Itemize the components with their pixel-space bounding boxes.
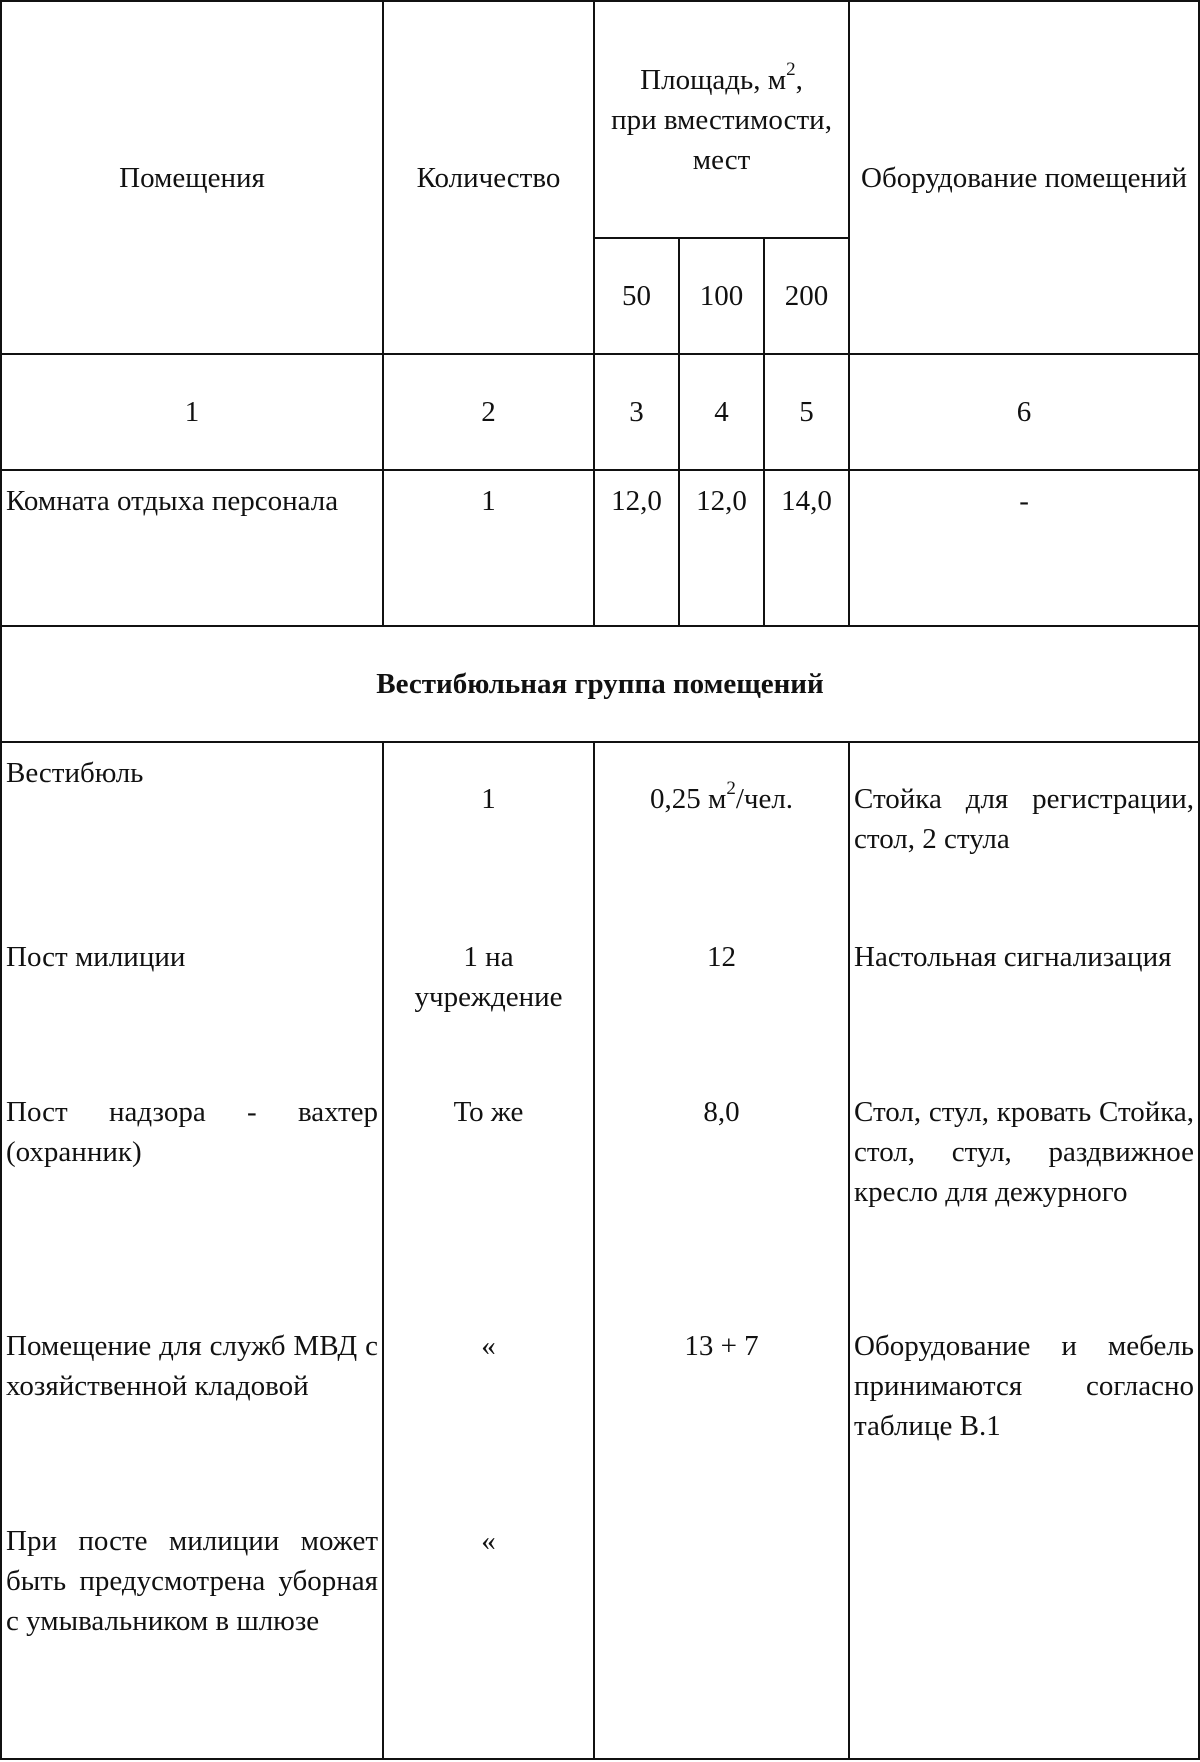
header-area-subtitle: при вместимости, мест xyxy=(611,103,832,176)
toilet-note-area xyxy=(594,1521,849,1759)
column-number-5: 5 xyxy=(764,354,849,470)
vestibule-equipment: Стойка для регистрации, стол, 2 стула xyxy=(849,742,1199,937)
staff-room-area-50: 12,0 xyxy=(594,470,679,626)
table-row-guard-post xyxy=(1,1092,1199,1326)
header-equipment xyxy=(849,1,1199,354)
header-area-title: Площадь, $м^2$, xyxy=(640,58,803,96)
header-capacity-200: 200 xyxy=(764,238,849,354)
header-quantity-label: Количество xyxy=(416,161,561,194)
header-rooms-label: Помещения xyxy=(119,161,265,194)
police-post-area: 12 xyxy=(594,937,849,1092)
vestibule-name: Вестибюль xyxy=(1,742,383,937)
staff-room-area-100: 12,0 xyxy=(679,470,764,626)
staff-room-equipment: - xyxy=(849,470,1199,626)
column-number-1: 1 xyxy=(1,354,383,470)
column-number-4: 4 xyxy=(679,354,764,470)
section-row xyxy=(1,626,1199,742)
guard-post-equipment: Стол, стул, кровать Стойка, стол, стул, раздвижное кресло для дежурного xyxy=(849,1092,1199,1326)
header-rooms xyxy=(1,1,383,354)
header-capacity-100: 100 xyxy=(679,238,764,354)
staff-room-quantity: 1 xyxy=(383,470,594,626)
vestibule-area: 0,25 $м^2$/чел. xyxy=(594,742,849,937)
table-row-staff-room xyxy=(1,470,1199,626)
guard-post-quantity: То же xyxy=(383,1092,594,1326)
police-post-name: Пост милиции xyxy=(1,937,383,1092)
police-post-equipment: Настольная сигнализация xyxy=(849,937,1199,1092)
staff-room-name: Комната отдыха персонала xyxy=(1,470,383,626)
guard-post-name: Пост надзора - вахтер (охранник) xyxy=(1,1092,383,1326)
header-equipment-label: Оборудование помещений xyxy=(861,161,1188,194)
guard-post-area: 8,0 xyxy=(594,1092,849,1326)
mvd-room-area: 13 + 7 xyxy=(594,1326,849,1521)
column-number-2: 2 xyxy=(383,354,594,470)
table-row-police-post xyxy=(1,937,1199,1092)
table-row-vestibule xyxy=(1,742,1199,937)
header-quantity xyxy=(383,1,594,354)
column-number-6: 6 xyxy=(849,354,1199,470)
police-post-quantity: 1 на учреждение xyxy=(383,937,594,1092)
toilet-note-quantity: « xyxy=(383,1521,594,1759)
vestibule-quantity: 1 xyxy=(383,742,594,937)
staff-room-area-200: 14,0 xyxy=(764,470,849,626)
header-area xyxy=(594,1,849,238)
table-row-mvd-room xyxy=(1,1326,1199,1521)
toilet-note-name: При посте милиции может быть предусмотрена уборная с умывальником в шлюзе xyxy=(1,1521,383,1759)
column-number-3: 3 xyxy=(594,354,679,470)
section-title: Вестибюльная группа помещений xyxy=(1,626,1199,742)
mvd-room-equipment: Оборудование и мебель принимаются согласно таблице В.1 xyxy=(849,1326,1199,1521)
mvd-room-name: Помещение для служб МВД с хозяйственной кладовой xyxy=(1,1326,383,1521)
toilet-note-equipment xyxy=(849,1521,1199,1759)
header-row-top xyxy=(1,1,1199,238)
column-numbers-row xyxy=(1,354,1199,470)
table-row-toilet-note xyxy=(1,1521,1199,1759)
header-capacity-50: 50 xyxy=(594,238,679,354)
mvd-room-quantity: « xyxy=(383,1326,594,1521)
